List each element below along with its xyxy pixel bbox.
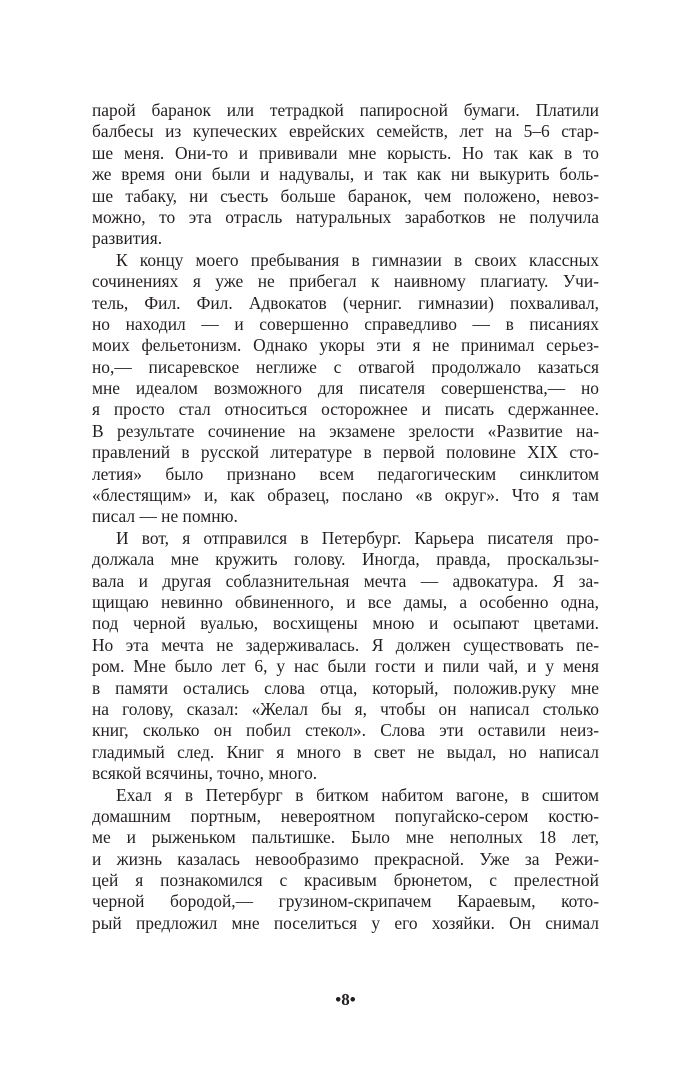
text-line: ме и рыженьком пальтишке. Было мне неполных 18 лет, [92, 827, 599, 848]
text-line: в памяти остались слова отца, который, положив.руку мне [92, 677, 599, 698]
text-line: К концу моего пребывания в гимназии в своих классных [116, 249, 599, 270]
text-line: всякой всячины, точно, много. [92, 763, 318, 784]
text-line: моих фельетонизм. Однако укоры эти я не принимал серьез- [92, 335, 599, 356]
text-line: сочинениях я уже не прибегал к наивному плагиату. Учи- [92, 271, 599, 292]
text-line: ше табаку, ни съесть больше баранок, чем положено, невоз- [92, 185, 599, 206]
text-line: под черной вуалью, восхищены мною и осыпают цветами. [92, 613, 599, 634]
text-line: книг, сколько он побил стекол». Слова эти оставили неиз- [92, 720, 599, 741]
text-line: балбесы из купеческих еврейских семейств, лет на 5–6 стар- [92, 121, 599, 142]
text-line: ше меня. Они-то и прививали мне корысть. Но так как в то [92, 142, 599, 163]
page-number: •8• [335, 990, 356, 1009]
text-line: же время они были и надувалы, и так как ни выкурить боль- [92, 164, 599, 185]
text-line: мне идеалом возможного для писателя совершенства,— но [92, 378, 599, 399]
text-line: должала мне кружить голову. Иногда, правда, проскальзы- [92, 549, 599, 570]
text-line: ром. Мне было лет 6, у нас были гости и пили чай, и у меня [92, 656, 599, 677]
text-line: правлений в русской литературе в первой половине XIX сто- [92, 442, 599, 463]
text-line: я просто стал относиться осторожнее и писать сдержаннее. [92, 399, 599, 420]
text-line: но находил — и совершенно справедливо — в писаниях [92, 313, 599, 334]
text-line: летия» было признано всем педагогическим синклитом [92, 463, 599, 484]
text-line: черной бородой,— грузином-скрипачем Караевым, кото- [92, 891, 599, 912]
text-line: Но эта мечта не задерживалась. Я должен существовать пе- [92, 634, 599, 655]
text-line: вала и другая соблазнительная мечта — адвокатура. Я за- [92, 570, 599, 591]
text-line: Ехал я в Петербург в битком набитом вагоне, в сшитом [116, 784, 599, 805]
page-text [92, 100, 599, 934]
text-line: «блестящим» и, как образец, послано «в округ». Что я там [92, 485, 599, 506]
text-line: парой баранок или тетрадкой папиросной бумаги. Платили [92, 100, 599, 120]
text-line: тель, Фил. Фил. Адвокатов (черниг. гимназии) похваливал, [92, 292, 599, 313]
text-line: цей я познакомился с красивым брюнетом, с прелестной [92, 870, 599, 891]
text-line: можно, то эта отрасль натуральных заработков не получила [92, 206, 599, 227]
text-line: но,— писаревское неглиже с отвагой продолжало казаться [92, 356, 599, 377]
text-line: И вот, я отправился в Петербург. Карьера писателя про- [116, 527, 599, 548]
text-line: писал — не помню. [92, 506, 238, 527]
text-line: домашним портным, невероятном попугайско-сером костю- [92, 805, 599, 826]
text-line: гладимый след. Книг я много в свет не выдал, но написал [92, 741, 599, 762]
text-line: и жизнь казалась невообразимо прекрасной. Уже за Режи- [92, 848, 599, 869]
text-line: щищаю невинно обвиненного, и все дамы, а особенно одна, [92, 591, 599, 612]
text-line: рый предложил мне поселиться у его хозяйки. Он снимал [92, 912, 599, 933]
text-line: на голову, сказал: «Желал бы я, чтобы он написал столько [92, 698, 599, 719]
text-line: развития. [92, 228, 163, 249]
text-line: В результате сочинение на экзамене зрелости «Развитие на- [92, 420, 599, 441]
